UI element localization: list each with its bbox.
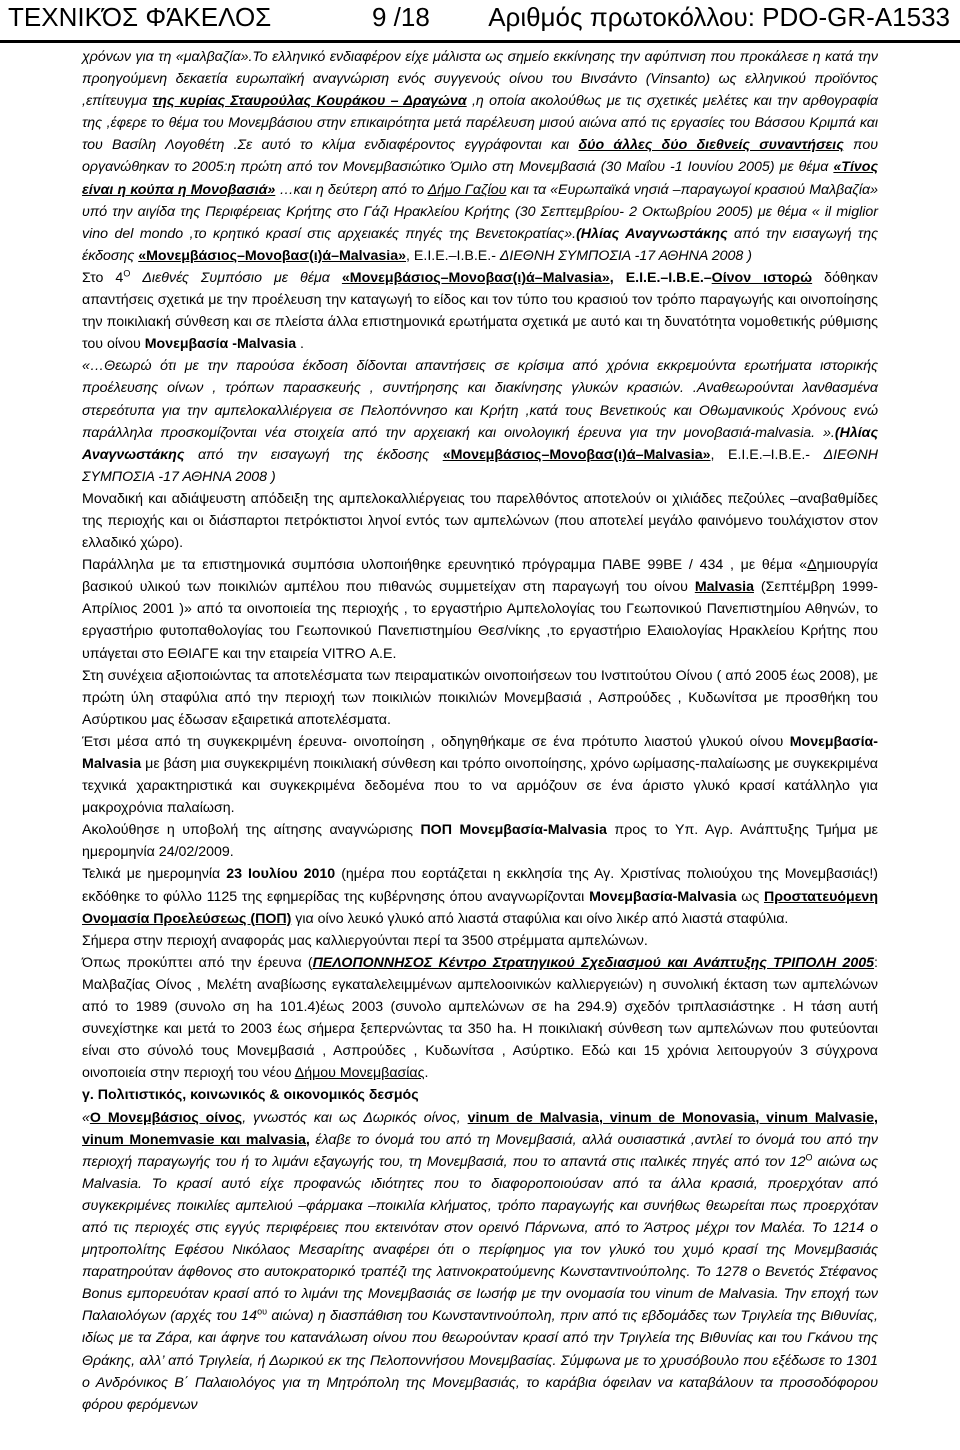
text-run: Σήμερα στην περιοχή αναφοράς μας καλλιεργούνται περί τα 3500 στρέμματα αμπελώνων. — [82, 932, 648, 949]
text-run: (Σεπτέμβρη 1999- Απρίλιος 2001 )» από τα οινοποιεία της περιοχής , το εργαστήριο Αμπελολογίας του Γεωπονικού Πανεπιστημίου Αθηνών, το εργαστήριο φυτοπαθολογίας του Γεωπονικού Πανεπιστημίου Θεσ/νίκης ,το εργαστήριο Ελαιολογίας Ηρακλείου Κρήτης που υπάγεται στο ΕΘΙΑΓΕ και την εταιρεία VITRO Α.Ε. — [82, 579, 878, 662]
paragraph — [82, 46, 878, 267]
text-run: προς το Υπ. Αγρ. Ανάπτυξης Τμήμα με ημερομηνία 24/02/2009. — [82, 822, 879, 861]
paragraph — [82, 488, 878, 554]
text-run: από την εισαγωγή της έκδοσης — [82, 225, 878, 264]
text-run: ΠΟΠ Μονεμβασία-Malvasia — [420, 822, 607, 839]
text-run: της κυρίας Σταυρούλας Κουράκου – Δραγώνα — [152, 93, 467, 110]
text-run: Έτσι μέσα από τη συγκεκριμένη έρευνα- οινοποίηση , οδηγηθήκαμε σε ένα πρότυπο λιαστού γλυκού οίνου — [82, 733, 790, 750]
text-run: , Ε.Ι.Ε.–Ι.Β.Ε.- — [406, 247, 500, 264]
text-run: «Μονεμβάσιος–Μονοβασ(ι)ά–Malvasia» — [442, 446, 711, 463]
text-run: Μονεμβασία -Malvasia — [144, 336, 297, 353]
text-run: (Ηλίας Αναγνωστάκης — [576, 225, 728, 242]
paragraph — [82, 355, 878, 488]
text-run: ,η οποία ακολούθως με τις σχετικές μελέτες και την αρθογραφία της ,έφερε το θέμα του Μονεμβάσιου στην επικαιρότητα μετά παρέλευση μισού αιώνα από τις εργασίες του Βάσσου Κριμπά και του Βασίλη Λογοθέτη . — [82, 93, 879, 154]
text-run — [130, 270, 142, 286]
text-run: , Ε.Ι.Ε.–Ι.Β.Ε.- — [710, 446, 824, 463]
text-run: Οίνον ιστορώ — [711, 269, 813, 286]
page-header — [0, 0, 960, 40]
text-run: Ακολούθησε η υποβολή της αίτησης αναγνώρισης — [82, 822, 421, 839]
text-run: Malvasia — [694, 579, 754, 596]
text-run: ΔΙΕΘΝΗ ΣΥΜΠΟΣΙΑ -17 ΑΘΗΝΑ 2008 ) — [499, 247, 752, 264]
text-run: από την εισαγωγή της έκδοσης — [184, 446, 443, 463]
text-run: . — [296, 336, 304, 353]
text-run: που οργανώθηκαν το 2005:η πρώτη από τον Μονεμβασιώτικο Όμιλο στη Μονεμβασιά (30 Μαΐου -1 Ιουνίου 2005) με θέμα — [82, 137, 879, 176]
text-run: αιώνα) η διασπάθιση του Κωνσταντινούπολη, πριν από τις εβδομάδες των Τριγλεία της Βιθυνίας, ιδίως με τα Ζάρα, και άφηνε του κατανάλωση οίνου που θεωρούνταν κρασί από την Τριγλεία της Βιθυνίας και του Γκάνου της Θράκης, αλλ’ από Τριγλεία, ή Δωρικού εκ της Πελοποννήσου Μονεμβασίας. Σύμφωνα με το χρυσόβουλο που εξέδωσε το 1301 ο Ανδρόνικος Β΄ Παλαιολόγος για τη Μητρόπολη της Μονεμβασιάς, το καράβια όφειλαν να καταβάλουν τα προσοδόφορου φόρου φερόμενων — [82, 1308, 878, 1413]
paragraph — [82, 863, 878, 929]
header-rule — [0, 40, 960, 43]
paragraph — [82, 665, 878, 731]
text-run: Προστατευόμενη Ονομασία Προελεύσεως (ΠΟΠ) — [82, 888, 878, 927]
text-run: Σε αυτό το κλίμα ενδιαφέροντος εγγράφονται και — [237, 137, 579, 154]
paragraph — [82, 819, 878, 863]
document-body — [82, 46, 878, 1416]
text-run: Δήμου Μονεμβασίας — [294, 1065, 425, 1082]
text-run: αιώνα ως Malvasia. Το κρασί αυτό είχε προφανώς ιδιότητες που το διαφοροποιούσαν από τα άλλα κρασιά, προερχόταν από συγκεκριμένες ποικιλίες αμπελιού –φάρμακα –ποικιλία κλήματος, τρόπο παραγωγής και συνήθως θεωρείται πως προερχόταν από τις περιοχές στις εγγύς περιφέρειες που εκτεινόταν στον ορεινό Πάρνωνα, από το Άστρος μέχρι τον Μαλέα. Το 1214 ο μητροπολίτης Εφέσου Νικόλαος Μεσαρίτης αναφέρει ότι ο περίφημος για τον γλυκό του χυμό κρασί της Μονεμβασιάς παρατηρούταν άφθονος στο αυτοκρατορικό τραπέζι της λατινοκρατούμενης Κωνσταντινούπολης. Το 1278 ο Βενετός Στέφανος Bonus εμπορευόταν κρασί από το λιμάνι της Μονεμβασιάς σε Ιωσήφ με την ονομασία του vinum de Malvasia. Την εποχή των Παλαιολόγων (αρχές του 14 — [82, 1153, 878, 1325]
text-run: «…Θεωρώ ότι με την παρούσα έκδοση δίδονται απαντήσεις σε κρίσιμα από χρόνια εκκρεμούντα ερωτήματα ιστορικής προέλευσης οίνων , τρόπων παρασκευής , συντήρησης και διακίνησης γλυκών κρασιών. .Αναθεωρούνται λανθασμένα στερεότυπα για την αμπελοκαλλιέργεια σε Πελοπόννησο και Κρήτη ,κατά τους Βενετικούς και Οθωμανικούς Χρόνους ενώ παράλληλα προσκομίζονται νέα στοιχεία από την αρχειακή και οινολογική έρευνα για την μονοβασιά-malvasia. ». — [82, 358, 878, 441]
text-run: Δήμο Γαζίου — [427, 181, 507, 198]
text-run: Διεθνές Συμπόσιο με θέμα — [142, 269, 330, 286]
text-run: Τελικά με ημερομηνία — [82, 866, 227, 883]
text-run: ως — [736, 888, 764, 905]
text-run: έλαβε το όνομά του από τη Μονεμβασιά, αλλά ουσιαστικά ,αντλεί το όνομά του από την περιοχή παραγωγής του ή το λιμάνι εξαγωγής του, τη Μονεμβασιά, που το απαντά στις ιταλικές πηγές από τον 12 — [82, 1131, 878, 1170]
text-run: δύο άλλες δύο διεθνείς συναντήσεις — [578, 137, 844, 154]
text-run: Όπως προκύπτει από την έρευνα ( — [82, 954, 313, 971]
text-run: Στο 4 — [82, 269, 124, 286]
paragraph — [82, 731, 878, 819]
text-run: : Μαλβαζίας Οίνος , Μελέτη αναβίωσης εγκαταλελειμμένων αμπελοοινικών καλλιεργειών) η συνολική έκταση των αμπελώνων από το 1989 (συνολο ση ha 101.4)έως 2003 (συνολο αμπελώνων σε ha 294.9) σχεδόν τριπλασιάστηκε . Η τάση αυτή συνεχίστηκε και μετά το 2003 έως σήμερα ξεπερνώντας τα 350 ha. Η ποικιλιακή σύνθεση των αμπελώνων που φυτεύονται είναι στο σύνολό τους Μονεμβασιά , Ασπρούδες , Κυδωνίτσα , Ασύρτικο. Εδώ και 15 χρόνια λειτουργούν 3 σύγχρονα οινοποιεία στην περιοχή του νέου — [82, 954, 878, 1082]
paragraph — [82, 930, 878, 952]
document-title: ΤΕΧΝΙΚΌΣ ΦΆΚΕΛΟΣ — [8, 2, 272, 32]
text-run: , γνωστός και ως Δωρικός οίνος, — [242, 1109, 468, 1126]
text-run: για οίνο λευκό γλυκό από λιαστά σταφύλια και οίνο λικέρ από λιαστά σταφύλια. — [291, 910, 789, 927]
text-run: 23 Ιουλίου 2010 — [226, 866, 336, 883]
text-run: ημιουργία βασικού υλικού των ποικιλιών αμπέλου που πιθανώς συμμετείχαν στη παραγωγή του οίνου — [82, 557, 878, 596]
paragraph — [82, 1084, 878, 1106]
paragraph — [82, 1107, 878, 1416]
text-run: «Μονεμβάσιος–Μονοβασ(ι)ά–Malvasia» — [138, 247, 407, 264]
text-run: δόθηκαν απαντήσεις σχετικά με την προέλευση την καταγωγή το είδος και τον τύπο του κρασιού τον τρόπο παραγωγής και οινοποίησης την ποικιλιακή σύνθεση και σε πλείστα άλλα επιστημονικά ερωτήματα σχετικά με αυτό και τη δυνατότητα νομοθετικής ρύθμισης του οίνου — [82, 269, 878, 353]
text-run: , Ε.Ι.Ε.–Ι.Β.Ε.– — [609, 269, 712, 286]
text-run: με βάση μια συγκεκριμένη ποικιλιακή σύνθεση και τρόπο οινοποίησης, χρόνο ωρίμασης-παλαίωσης με συγκεκριμένα τεχνικά χαρακτηριστικά και συγκεκριμένα δεδομένα που το να αρμόζουν σε ένα άριστο γλυκό κρασί κατάλληλο για μακροχρόνια παλαίωση. — [82, 756, 878, 817]
text-run: « — [82, 1109, 90, 1126]
text-run: και τα «Ευρωπαϊκά νησιά –παραγωγοί κρασιού Μαλβαζία» υπό την αιγίδα της Περιφέρειας Κρήτης στο Γάζι Ηρακλείου Κρήτης (30 Σεπτεμβρίου- 2 Οκτωβρίου 2005) με θέμα « il miglior vino del mondo ,το κρητικό κρασί στις αρχειακές πηγές της Βενετοκρατίας». — [82, 181, 878, 242]
text-run: «Μονεμβάσιος–Μονοβασ(ι)ά–Malvasia» — [341, 269, 610, 286]
superscript: Ο — [123, 268, 131, 279]
superscript: Ο — [805, 1151, 813, 1162]
text-run: γ. Πολιτιστικός, κοινωνικός & οικονομικός δεσμός — [82, 1087, 419, 1104]
text-run: . — [424, 1065, 429, 1082]
page-number: 9 /18 — [372, 2, 430, 32]
text-run: …και η δεύτερη από το — [275, 181, 428, 198]
text-run: Μονεμβασία-Malvasia — [82, 733, 878, 772]
text-run: Μονεμβασία-Malvasia — [589, 888, 737, 905]
text-run: Δ — [807, 557, 817, 574]
text-run: vinum de Malvasia, vinum de Monovasia, vinum Malvasie, vinum Monemvasie και malvasia, — [82, 1109, 878, 1148]
paragraph — [82, 267, 878, 355]
text-run: (ημέρα που εορτάζεται η εκκλησία της Αγ. Χριστίνας πολιούχου της Μονεμβασιάς!) εκδόθηκε το φύλλο 1125 της εφημερίδας της κυβέρνησης όπου αναγνωρίζονται — [82, 866, 878, 905]
text-run: Μοναδική και αδιάψευστη απόδειξη της αμπελοκαλλιέργειας του παρελθόντος αποτελούν οι χιλιάδες πεζούλες –αναβαθμίδες της περιοχής και οι διάσπαρτοι πετρόκτιστοι ληνοί εντός των αμπελώνων (που αποτελεί μεγάλο φαινόμενο τουλάχιστον στον ελλαδικό χώρο). — [82, 490, 878, 552]
text-run: «Τίνος είναι η κούπα η Μονοβασιά» — [82, 159, 878, 198]
text-run: χρόνων για τη «μαλβαζία».Το ελληνικό ενδιαφέρον είχε μάλιστα ως σημείο εκκίνησης την αφύπνιση που προκάλεσε η κατά την προηγούμενη δεκαετία ευρωπαϊκή αναγνώριση ενός συγγενούς οίνου του Βινσάντο (Vinsanto) ως ελληνικού προϊόντος ,επίτευγμα — [82, 49, 878, 110]
text-run: O Μονεμβάσιος οίνος — [89, 1109, 243, 1126]
protocol-number: Αριθμός πρωτοκόλλου: PDO-GR-A1533 — [488, 2, 950, 32]
paragraph — [82, 952, 878, 1085]
text-run: Στη συνέχεια αξιοποιώντας τα αποτελέσματα των πειραματικών οινοποιήσεων του Ινστιτούτου Οίνου ( από 2005 έως 2008), με πρώτη ύλη σταφύλια από την περιοχή των ποικιλιών ποικιλιών Μονεμβασιά , Ασπρούδες , Κυδωνίτσα με προσθήκη του Ασύρτικου μας έδωσαν εξαιρετικά αποτελέσματα. — [82, 667, 878, 728]
text-run — [330, 270, 342, 286]
paragraph — [82, 554, 878, 664]
superscript: ου — [257, 1306, 267, 1317]
text-run: Παράλληλα με τα επιστημονικά συμπόσια υλοποιήθηκε ερευνητικό πρόγραμμα ΠΑΒΕ 99ΒΕ / 434 , με θέμα « — [82, 557, 808, 574]
text-run: (Ηλίας Αναγνωστάκης — [82, 424, 878, 463]
text-run: ΔΙΕΘΝΗ ΣΥΜΠΟΣΙΑ -17 ΑΘΗΝΑ 2008 ) — [82, 446, 879, 485]
text-run: ΠΕΛΟΠΟΝΝΗΣΟΣ Κέντρο Στρατηγικού Σχεδιασμού και Ανάπτυξης ΤΡΙΠΟΛΗ 2005 — [312, 954, 875, 971]
